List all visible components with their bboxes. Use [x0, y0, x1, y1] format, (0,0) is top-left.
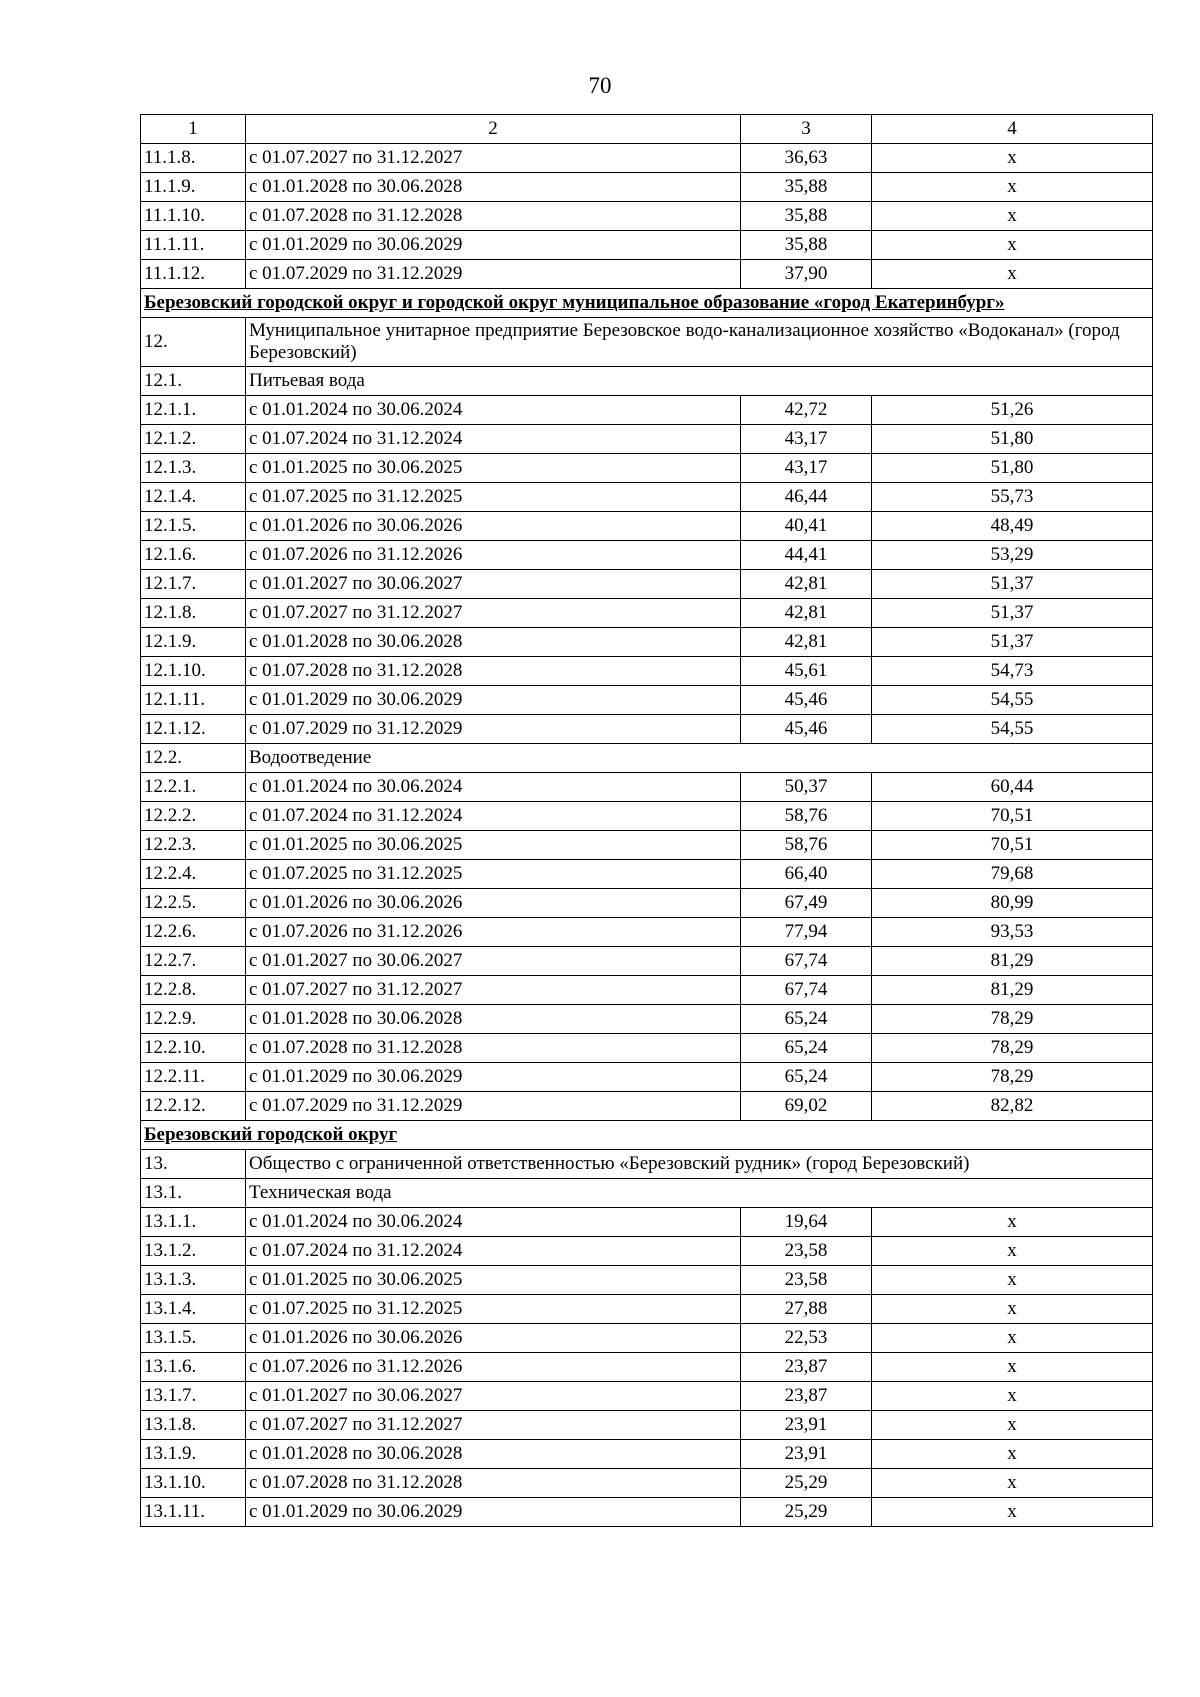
row-number: 13.1.11.: [141, 1498, 246, 1527]
value-cell-col4: x: [872, 1208, 1153, 1237]
value-cell-col3: 19,64: [741, 1208, 872, 1237]
tariff-table: [140, 114, 1153, 1527]
value-cell-col4: 51,80: [872, 454, 1153, 483]
period-cell: с 01.01.2028 по 30.06.2028: [246, 1440, 741, 1469]
value-cell-col3: 27,88: [741, 1295, 872, 1324]
service-row: [141, 1179, 1153, 1208]
period-cell: с 01.01.2024 по 30.06.2024: [246, 1208, 741, 1237]
value-cell-col4: x: [872, 260, 1153, 289]
value-cell-col3: 25,29: [741, 1469, 872, 1498]
table-row: [141, 715, 1153, 744]
value-cell-col3: 43,17: [741, 425, 872, 454]
table-row: [141, 947, 1153, 976]
value-cell-col3: 42,81: [741, 628, 872, 657]
period-cell: с 01.01.2027 по 30.06.2027: [246, 1382, 741, 1411]
table-row: [141, 628, 1153, 657]
value-cell-col4: 51,26: [872, 396, 1153, 425]
row-number: 12.2.8.: [141, 976, 246, 1005]
row-number: 13.1.7.: [141, 1382, 246, 1411]
period-cell: с 01.07.2029 по 31.12.2029: [246, 260, 741, 289]
period-cell: с 01.07.2026 по 31.12.2026: [246, 918, 741, 947]
value-cell-col4: 51,37: [872, 570, 1153, 599]
period-cell: с 01.01.2027 по 30.06.2027: [246, 947, 741, 976]
table-row: [141, 1324, 1153, 1353]
row-number: 12.1.11.: [141, 686, 246, 715]
table-row: [141, 1034, 1153, 1063]
value-cell-col4: 51,37: [872, 599, 1153, 628]
value-cell-col4: x: [872, 144, 1153, 173]
page-number: 70: [588, 73, 612, 98]
value-cell-col4: 51,37: [872, 628, 1153, 657]
value-cell-col3: 65,24: [741, 1063, 872, 1092]
value-cell-col4: 81,29: [872, 976, 1153, 1005]
service-name: Питьевая вода: [246, 367, 1153, 396]
row-number: 13.1.6.: [141, 1353, 246, 1382]
period-cell: с 01.07.2025 по 31.12.2025: [246, 1295, 741, 1324]
table-row: [141, 425, 1153, 454]
row-number: 12.1.8.: [141, 599, 246, 628]
value-cell-col3: 43,17: [741, 454, 872, 483]
row-number: 11.1.9.: [141, 173, 246, 202]
organization-name: Муниципальное унитарное предприятие Березовское водо-канализационное хозяйство «Водоканал» (город Березовский): [246, 318, 1153, 367]
row-number: 12.1.12.: [141, 715, 246, 744]
value-cell-col3: 42,81: [741, 570, 872, 599]
value-cell-col4: x: [872, 1440, 1153, 1469]
value-cell-col4: 54,55: [872, 686, 1153, 715]
value-cell-col3: 66,40: [741, 860, 872, 889]
table-row: [141, 831, 1153, 860]
row-number: 11.1.10.: [141, 202, 246, 231]
value-cell-col3: 23,58: [741, 1266, 872, 1295]
table-row: [141, 1353, 1153, 1382]
value-cell-col4: x: [872, 1353, 1153, 1382]
row-number: 13.1.8.: [141, 1411, 246, 1440]
value-cell-col3: 45,46: [741, 715, 872, 744]
value-cell-col4: 82,82: [872, 1092, 1153, 1121]
period-cell: с 01.07.2027 по 31.12.2027: [246, 599, 741, 628]
row-number: 13.1.3.: [141, 1266, 246, 1295]
table-row: [141, 541, 1153, 570]
value-cell-col3: 23,58: [741, 1237, 872, 1266]
value-cell-col4: x: [872, 1498, 1153, 1527]
period-cell: с 01.07.2026 по 31.12.2026: [246, 541, 741, 570]
value-cell-col4: 78,29: [872, 1034, 1153, 1063]
period-cell: с 01.07.2028 по 31.12.2028: [246, 657, 741, 686]
table-row: [141, 802, 1153, 831]
row-number: 12.1.2.: [141, 425, 246, 454]
header-cell-1: 1: [141, 115, 246, 144]
value-cell-col4: 54,73: [872, 657, 1153, 686]
value-cell-col3: 23,91: [741, 1440, 872, 1469]
value-cell-col4: x: [872, 1237, 1153, 1266]
row-number: 13.1.5.: [141, 1324, 246, 1353]
value-cell-col4: 60,44: [872, 773, 1153, 802]
row-number: 12.1.5.: [141, 512, 246, 541]
table-row: [141, 1266, 1153, 1295]
value-cell-col3: 67,49: [741, 889, 872, 918]
row-number: 12.1.1.: [141, 396, 246, 425]
table-row: [141, 1092, 1153, 1121]
row-number: 13.1.10.: [141, 1469, 246, 1498]
table-row: [141, 483, 1153, 512]
organization-row: [141, 1150, 1153, 1179]
period-cell: с 01.01.2028 по 30.06.2028: [246, 628, 741, 657]
value-cell-col3: 50,37: [741, 773, 872, 802]
section-title: Березовский городской округ: [141, 1121, 1153, 1150]
period-cell: с 01.01.2028 по 30.06.2028: [246, 173, 741, 202]
value-cell-col3: 40,41: [741, 512, 872, 541]
organization-row: [141, 318, 1153, 367]
table-row: [141, 1237, 1153, 1266]
period-cell: с 01.01.2026 по 30.06.2026: [246, 889, 741, 918]
value-cell-col3: 22,53: [741, 1324, 872, 1353]
period-cell: с 01.01.2024 по 30.06.2024: [246, 773, 741, 802]
section-row: [141, 289, 1153, 318]
table-row: [141, 454, 1153, 483]
value-cell-col4: 80,99: [872, 889, 1153, 918]
row-number: 13.: [141, 1150, 246, 1179]
value-cell-col3: 58,76: [741, 802, 872, 831]
row-number: 13.1.2.: [141, 1237, 246, 1266]
value-cell-col3: 67,74: [741, 976, 872, 1005]
table-row: [141, 889, 1153, 918]
row-number: 12.2.3.: [141, 831, 246, 860]
section-title: Березовский городской округ и городской округ муниципальное образование «город Екатеринбург»: [141, 289, 1153, 318]
tariff-table-body: [141, 115, 1153, 1527]
value-cell-col4: 78,29: [872, 1005, 1153, 1034]
row-number: 11.1.8.: [141, 144, 246, 173]
table-row: [141, 1440, 1153, 1469]
value-cell-col4: 54,55: [872, 715, 1153, 744]
value-cell-col4: 70,51: [872, 831, 1153, 860]
value-cell-col3: 23,87: [741, 1382, 872, 1411]
row-number: 12.2.10.: [141, 1034, 246, 1063]
value-cell-col3: 45,46: [741, 686, 872, 715]
table-row: [141, 396, 1153, 425]
row-number: 13.1.4.: [141, 1295, 246, 1324]
value-cell-col4: x: [872, 173, 1153, 202]
value-cell-col3: 23,87: [741, 1353, 872, 1382]
period-cell: с 01.01.2029 по 30.06.2029: [246, 1063, 741, 1092]
value-cell-col3: 35,88: [741, 231, 872, 260]
period-cell: с 01.01.2025 по 30.06.2025: [246, 831, 741, 860]
row-number: 13.1.: [141, 1179, 246, 1208]
table-row: [141, 202, 1153, 231]
period-cell: с 01.07.2026 по 31.12.2026: [246, 1353, 741, 1382]
value-cell-col4: 51,80: [872, 425, 1153, 454]
organization-name: Общество с ограниченной ответственностью «Березовский рудник» (город Березовский): [246, 1150, 1153, 1179]
value-cell-col4: x: [872, 1382, 1153, 1411]
period-cell: с 01.01.2027 по 30.06.2027: [246, 570, 741, 599]
value-cell-col3: 45,61: [741, 657, 872, 686]
period-cell: с 01.01.2029 по 30.06.2029: [246, 1498, 741, 1527]
header-cell-4: 4: [872, 115, 1153, 144]
value-cell-col4: 81,29: [872, 947, 1153, 976]
value-cell-col3: 35,88: [741, 173, 872, 202]
row-number: 11.1.11.: [141, 231, 246, 260]
period-cell: с 01.01.2026 по 30.06.2026: [246, 512, 741, 541]
table-row: [141, 657, 1153, 686]
value-cell-col4: 53,29: [872, 541, 1153, 570]
value-cell-col3: 36,63: [741, 144, 872, 173]
header-cell-2: 2: [246, 115, 741, 144]
value-cell-col3: 37,90: [741, 260, 872, 289]
value-cell-col3: 42,72: [741, 396, 872, 425]
value-cell-col3: 44,41: [741, 541, 872, 570]
value-cell-col3: 46,44: [741, 483, 872, 512]
row-number: 12.: [141, 318, 246, 367]
row-number: 12.1.9.: [141, 628, 246, 657]
value-cell-col4: x: [872, 202, 1153, 231]
period-cell: с 01.07.2025 по 31.12.2025: [246, 483, 741, 512]
table-row: [141, 570, 1153, 599]
table-row: [141, 1382, 1153, 1411]
service-row: [141, 367, 1153, 396]
period-cell: с 01.07.2027 по 31.12.2027: [246, 144, 741, 173]
period-cell: с 01.07.2027 по 31.12.2027: [246, 976, 741, 1005]
period-cell: с 01.07.2028 по 31.12.2028: [246, 1034, 741, 1063]
row-number: 12.2.9.: [141, 1005, 246, 1034]
value-cell-col4: 93,53: [872, 918, 1153, 947]
table-row: [141, 686, 1153, 715]
table-row: [141, 1411, 1153, 1440]
period-cell: с 01.07.2024 по 31.12.2024: [246, 425, 741, 454]
period-cell: с 01.01.2029 по 30.06.2029: [246, 686, 741, 715]
value-cell-col3: 67,74: [741, 947, 872, 976]
value-cell-col4: x: [872, 1266, 1153, 1295]
value-cell-col3: 58,76: [741, 831, 872, 860]
value-cell-col4: x: [872, 1324, 1153, 1353]
table-row: [141, 1498, 1153, 1527]
value-cell-col3: 65,24: [741, 1034, 872, 1063]
value-cell-col4: 48,49: [872, 512, 1153, 541]
period-cell: с 01.01.2024 по 30.06.2024: [246, 396, 741, 425]
value-cell-col4: 78,29: [872, 1063, 1153, 1092]
value-cell-col4: x: [872, 1295, 1153, 1324]
row-number: 11.1.12.: [141, 260, 246, 289]
row-number: 12.2.7.: [141, 947, 246, 976]
table-row: [141, 1063, 1153, 1092]
row-number: 12.1.10.: [141, 657, 246, 686]
row-number: 12.1.6.: [141, 541, 246, 570]
row-number: 12.1.4.: [141, 483, 246, 512]
value-cell-col4: 79,68: [872, 860, 1153, 889]
service-name: Техническая вода: [246, 1179, 1153, 1208]
period-cell: с 01.07.2024 по 31.12.2024: [246, 1237, 741, 1266]
table-row: [141, 512, 1153, 541]
section-row: [141, 1121, 1153, 1150]
table-row: [141, 260, 1153, 289]
period-cell: с 01.01.2029 по 30.06.2029: [246, 231, 741, 260]
row-number: 13.1.1.: [141, 1208, 246, 1237]
table-row: [141, 599, 1153, 628]
row-number: 12.2.11.: [141, 1063, 246, 1092]
period-cell: с 01.07.2025 по 31.12.2025: [246, 860, 741, 889]
value-cell-col4: x: [872, 231, 1153, 260]
period-cell: с 01.07.2027 по 31.12.2027: [246, 1411, 741, 1440]
value-cell-col4: x: [872, 1411, 1153, 1440]
row-number: 12.2.2.: [141, 802, 246, 831]
period-cell: с 01.01.2026 по 30.06.2026: [246, 1324, 741, 1353]
value-cell-col3: 65,24: [741, 1005, 872, 1034]
table-row: [141, 773, 1153, 802]
service-name: Водоотведение: [246, 744, 1153, 773]
header-cell-3: 3: [741, 115, 872, 144]
table-row: [141, 918, 1153, 947]
table-row: [141, 1295, 1153, 1324]
table-row: [141, 1469, 1153, 1498]
value-cell-col3: 23,91: [741, 1411, 872, 1440]
row-number: 12.1.7.: [141, 570, 246, 599]
row-number: 12.2.1.: [141, 773, 246, 802]
row-number: 12.2.6.: [141, 918, 246, 947]
row-number: 12.2.: [141, 744, 246, 773]
service-row: [141, 744, 1153, 773]
value-cell-col3: 77,94: [741, 918, 872, 947]
value-cell-col4: x: [872, 1469, 1153, 1498]
value-cell-col3: 42,81: [741, 599, 872, 628]
row-number: 12.2.4.: [141, 860, 246, 889]
period-cell: с 01.01.2025 по 30.06.2025: [246, 454, 741, 483]
period-cell: с 01.01.2028 по 30.06.2028: [246, 1005, 741, 1034]
table-row: [141, 173, 1153, 202]
header-row: [141, 115, 1153, 144]
table-row: [141, 1208, 1153, 1237]
value-cell-col3: 35,88: [741, 202, 872, 231]
period-cell: с 01.07.2028 по 31.12.2028: [246, 1469, 741, 1498]
table-row: [141, 231, 1153, 260]
value-cell-col4: 55,73: [872, 483, 1153, 512]
row-number: 12.2.5.: [141, 889, 246, 918]
value-cell-col3: 69,02: [741, 1092, 872, 1121]
row-number: 12.1.: [141, 367, 246, 396]
row-number: 12.2.12.: [141, 1092, 246, 1121]
table-row: [141, 976, 1153, 1005]
period-cell: с 01.07.2024 по 31.12.2024: [246, 802, 741, 831]
row-number: 12.1.3.: [141, 454, 246, 483]
period-cell: с 01.01.2025 по 30.06.2025: [246, 1266, 741, 1295]
table-row: [141, 860, 1153, 889]
period-cell: с 01.07.2028 по 31.12.2028: [246, 202, 741, 231]
value-cell-col3: 25,29: [741, 1498, 872, 1527]
period-cell: с 01.07.2029 по 31.12.2029: [246, 715, 741, 744]
table-row: [141, 144, 1153, 173]
table-row: [141, 1005, 1153, 1034]
row-number: 13.1.9.: [141, 1440, 246, 1469]
period-cell: с 01.07.2029 по 31.12.2029: [246, 1092, 741, 1121]
value-cell-col4: 70,51: [872, 802, 1153, 831]
